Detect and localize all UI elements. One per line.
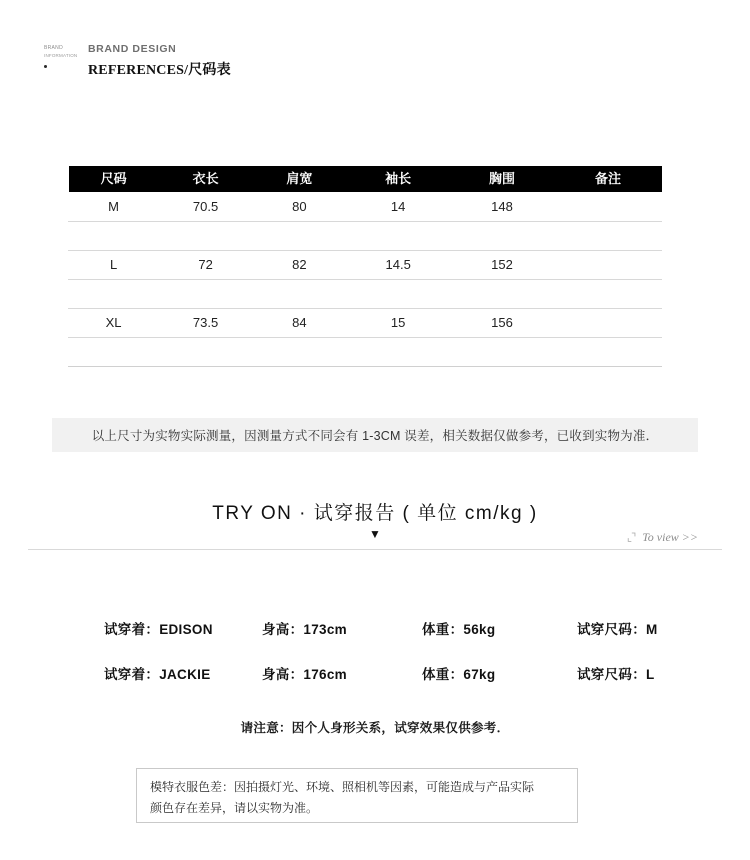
spacer-cell bbox=[252, 337, 346, 366]
spacer-cell bbox=[252, 279, 346, 308]
cell-size: XL bbox=[69, 308, 159, 337]
cell-shoulder: 84 bbox=[252, 308, 346, 337]
cell-sleeve: 15 bbox=[346, 308, 450, 337]
table-row bbox=[69, 192, 663, 221]
header-text-block bbox=[88, 42, 231, 79]
table-spacer-row bbox=[69, 279, 663, 308]
cell-remark bbox=[554, 250, 662, 279]
cell-bust: 156 bbox=[450, 308, 554, 337]
cell-size: L bbox=[69, 250, 159, 279]
attention-note: 请注意：因个人身形关系，试穿效果仅供参考． bbox=[240, 721, 510, 735]
cell-shoulder: 82 bbox=[252, 250, 346, 279]
cell-size: M bbox=[69, 192, 159, 221]
spacer-cell bbox=[159, 337, 253, 366]
cell-sleeve: 14 bbox=[346, 192, 450, 221]
spacer-cell bbox=[346, 337, 450, 366]
spacer-cell bbox=[69, 221, 159, 250]
column-header-size: 尺码 bbox=[69, 166, 159, 192]
brand-mark-line1: BRAND bbox=[44, 45, 64, 51]
spacer-cell bbox=[554, 337, 662, 366]
spacer-cell bbox=[450, 279, 554, 308]
spacer-cell bbox=[450, 337, 554, 366]
model-weight: 体重：67kg bbox=[422, 666, 496, 682]
expand-frame-icon: ⌞⌝ bbox=[626, 532, 636, 544]
model-size: 试穿尺码：L bbox=[577, 666, 655, 682]
section-divider bbox=[28, 549, 722, 550]
references-title: REFERENCES/尺码表 bbox=[88, 63, 231, 78]
spacer-cell bbox=[554, 221, 662, 250]
to-view-link[interactable] bbox=[627, 530, 698, 545]
cell-bust: 148 bbox=[450, 192, 554, 221]
spacer-cell bbox=[252, 221, 346, 250]
spacer-cell bbox=[450, 221, 554, 250]
cell-shoulder: 80 bbox=[252, 192, 346, 221]
model-height: 身高：176cm bbox=[262, 666, 347, 682]
measurement-note: 以上尺寸为实物实际测量，因测量方式不同会有 1-3CM 误差，相关数据仅做参考，已收到实物为准． bbox=[52, 418, 698, 452]
brand-mark-line2: INFORMATION bbox=[44, 53, 78, 58]
bullet-dot-icon bbox=[44, 65, 47, 68]
table-header-row bbox=[69, 166, 663, 192]
brand-mark bbox=[44, 42, 78, 68]
brand-design-title: BRAND DESIGN bbox=[88, 43, 177, 55]
cell-length: 72 bbox=[159, 250, 253, 279]
table-row bbox=[69, 250, 663, 279]
column-header-length: 衣长 bbox=[159, 166, 253, 192]
size-table bbox=[68, 166, 662, 367]
cell-remark bbox=[554, 308, 662, 337]
spacer-cell bbox=[159, 279, 253, 308]
column-header-remark: 备注 bbox=[554, 166, 662, 192]
down-arrow-icon: ▼ bbox=[369, 527, 381, 541]
cell-sleeve: 14.5 bbox=[346, 250, 450, 279]
column-header-shoulder: 肩宽 bbox=[252, 166, 346, 192]
table-row bbox=[69, 308, 663, 337]
spacer-cell bbox=[69, 337, 159, 366]
model-info-list bbox=[0, 605, 750, 695]
spacer-cell bbox=[159, 221, 253, 250]
to-view-label: To view >> bbox=[642, 530, 698, 544]
table-spacer-row bbox=[69, 221, 663, 250]
cell-remark bbox=[554, 192, 662, 221]
cell-bust: 152 bbox=[450, 250, 554, 279]
column-header-bust: 胸围 bbox=[450, 166, 554, 192]
spacer-cell bbox=[346, 221, 450, 250]
spacer-cell bbox=[69, 279, 159, 308]
list-item bbox=[0, 650, 750, 695]
brand-header bbox=[44, 42, 231, 79]
spacer-cell bbox=[554, 279, 662, 308]
model-weight: 体重：56kg bbox=[422, 621, 496, 637]
model-name: 试穿着：EDISON bbox=[104, 621, 213, 637]
cell-length: 73.5 bbox=[159, 308, 253, 337]
disclaimer-line-2: 颜色存在差异，请以实物为准。 bbox=[150, 801, 319, 815]
color-disclaimer-box bbox=[136, 768, 578, 823]
disclaimer-line-1: 模特衣服色差：因拍摄灯光、环境、照相机等因素，可能造成与产品实际 bbox=[150, 780, 535, 794]
model-height: 身高：173cm bbox=[262, 621, 347, 637]
table-spacer-row bbox=[69, 337, 663, 366]
model-name: 试穿着：JACKIE bbox=[104, 666, 211, 682]
list-item bbox=[0, 605, 750, 650]
spacer-cell bbox=[346, 279, 450, 308]
size-chart bbox=[68, 166, 662, 367]
model-size: 试穿尺码：M bbox=[577, 621, 658, 637]
column-header-sleeve: 袖长 bbox=[346, 166, 450, 192]
cell-length: 70.5 bbox=[159, 192, 253, 221]
try-on-title: TRY ON · 试穿报告 ( 单位 cm/kg ) bbox=[212, 503, 538, 524]
